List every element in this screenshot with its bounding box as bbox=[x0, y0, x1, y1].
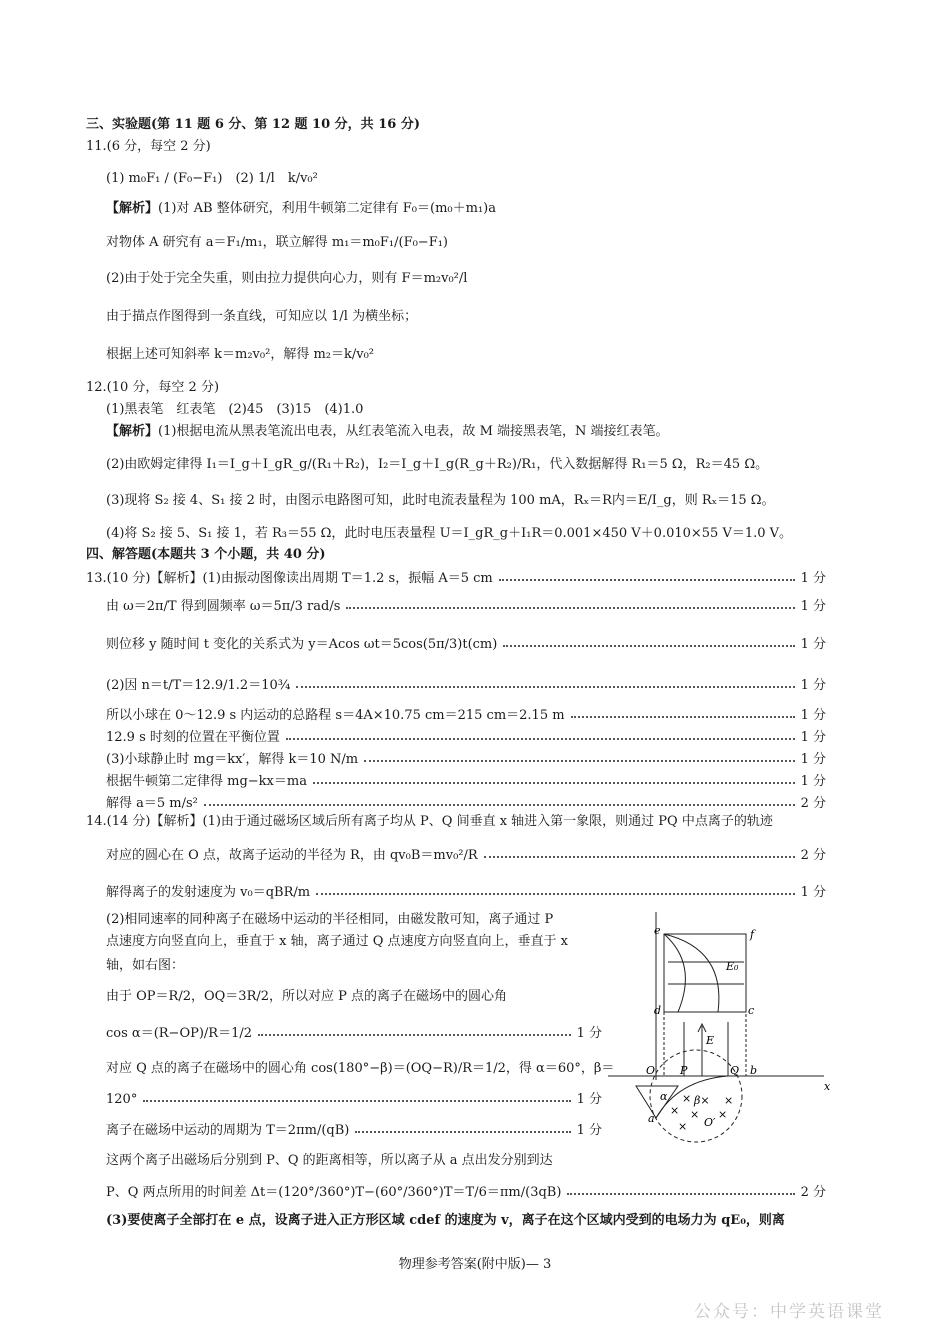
q14-text: 解得离子的发射速度为 v₀＝qBR/m bbox=[106, 885, 311, 900]
label-e: e bbox=[654, 924, 661, 937]
q13-line-7 bbox=[106, 747, 826, 767]
q13-text: (2)因 n＝t/T＝12.9/1.2＝10¾ bbox=[106, 678, 291, 693]
q13-line-9 bbox=[106, 791, 826, 811]
score: 2 分 bbox=[800, 1185, 826, 1200]
q13-line-3 bbox=[106, 632, 826, 652]
q14-text: P、Q 两点所用的时间差 Δt＝(120°/360°)T−(60°/360°)T＝T/6＝πm/(3qB) bbox=[106, 1185, 562, 1200]
field-cross: × bbox=[682, 1092, 692, 1105]
label-E0: E₀ bbox=[726, 960, 739, 973]
q13-line-5 bbox=[106, 703, 826, 723]
q11-header: 11.(6 分，每空 2 分) bbox=[86, 139, 211, 154]
field-cross: × bbox=[670, 1104, 680, 1117]
q14-line-13 bbox=[106, 1180, 826, 1200]
label-P: P bbox=[680, 1064, 688, 1077]
q14-line-11 bbox=[106, 1118, 602, 1138]
label-c: c bbox=[748, 1004, 755, 1017]
q11-analysis-1-text: (1)对 AB 整体研究，利用牛顿第二定律有 F₀＝(m₀＋m₁)a bbox=[158, 201, 496, 216]
score: 1 分 bbox=[800, 885, 826, 900]
trajectory bbox=[664, 934, 685, 1012]
q14-text: cos α＝(R−OP)/R＝1/2 bbox=[106, 1026, 253, 1041]
q11-answers: (1) m₀F₁ / (F₀−F₁) (2) 1/l k/v₀² bbox=[106, 171, 318, 186]
label-f: f bbox=[750, 928, 755, 941]
q13-text: 则位移 y 随时间 t 变化的关系式为 y＝Acos ωt＝5cos(5π/3)t(cm) bbox=[106, 637, 498, 652]
score: 1 分 bbox=[800, 752, 826, 767]
analysis-label: 【解析】 bbox=[106, 424, 159, 439]
q13-line-8 bbox=[106, 769, 826, 789]
q12-analysis-1-text: (1)根据电流从黑表笔流出电表，从红表笔流入电表，故 M 端接黑表笔，N 端接红表笔。 bbox=[158, 424, 669, 439]
score: 1 分 bbox=[800, 774, 826, 789]
score: 1 分 bbox=[800, 678, 826, 693]
q13-text: (3)小球静止时 mg＝kx′，解得 k＝10 N/m bbox=[106, 752, 359, 767]
field-cross: × bbox=[690, 1108, 700, 1121]
field-cross: × bbox=[724, 1094, 734, 1107]
page-footer: 物理参考答案(附中版)— 3 bbox=[398, 1257, 552, 1272]
q13-header: 13.(10 分)【解析】(1)由振动图像读出周期 T＝1.2 s，振幅 A＝5 cm bbox=[86, 571, 493, 586]
q14-text-14: (3)要使离子全部打在 e 点，设离子进入正方形区域 cdef 的速度为 v，离子在这个区域内受到的电场力为 qE₀，则离 bbox=[106, 1213, 785, 1228]
q13-text: 解得 a＝5 m/s² bbox=[106, 796, 198, 811]
score: 2 分 bbox=[800, 848, 826, 863]
q11-analysis-5: 根据上述可知斜率 k＝m₂v₀²，解得 m₂＝k/v₀² bbox=[106, 347, 375, 362]
q12-answers: (1)黑表笔 红表笔 (2)45 (3)15 (4)1.0 bbox=[106, 402, 364, 417]
q13-text: 由 ω＝2π/T 得到圆频率 ω＝5π/3 rad/s bbox=[106, 599, 341, 614]
q11-analysis-1 bbox=[106, 200, 496, 218]
q13-line-6 bbox=[106, 725, 826, 745]
q12-analysis-3: (3)现将 S₂ 接 4、S₁ 接 2 时，由图示电路图可知，此时电流表量程为 100 mA，Rₓ＝R内＝E/I_g，则 Rₓ＝15 Ω。 bbox=[106, 493, 775, 508]
q14-text-7: 由于 OP＝R/2，OQ＝3R/2，所以对应 P 点的离子在磁场中的圆心角 bbox=[106, 989, 508, 1004]
score: 1 分 bbox=[576, 1026, 602, 1041]
q11-analysis-3: (2)由于处于完全失重，则由拉力提供向心力，则有 F＝m₂v₀²/l bbox=[106, 271, 468, 286]
trajectory bbox=[664, 934, 719, 1012]
q13-text: 12.9 s 时刻的位置在平衡位置 bbox=[106, 730, 280, 745]
score: 1 分 bbox=[800, 599, 826, 614]
q14-text-9: 对应 Q 点的离子在磁场中的圆心角 cos(180°−β)＝(OQ−R)/R＝1/2，得 α＝60°，β＝ bbox=[106, 1061, 615, 1076]
q14-line-2 bbox=[106, 843, 826, 863]
q13-line-4 bbox=[106, 673, 826, 693]
q11-analysis-2: 对物体 A 研究有 a＝F₁/m₁，联立解得 m₁＝m₀F₁/(F₀−F₁) bbox=[106, 235, 449, 250]
field-region-cdef bbox=[664, 934, 746, 1012]
label-b: b bbox=[750, 1064, 758, 1077]
label-alpha: α bbox=[660, 1090, 668, 1103]
q14-text-4: (2)相同速率的同种离子在磁场中运动的半径相同，由磁发散可知，离子通过 P bbox=[106, 912, 554, 927]
score: 1 分 bbox=[800, 571, 826, 586]
label-a: a bbox=[648, 1112, 655, 1125]
magnetic-field-diagram bbox=[598, 904, 838, 1133]
q12-analysis-2: (2)由欧姆定律得 I₁＝I_g＋I_gR_g/(R₁＋R₂)，I₂＝I_g＋I_g(R_g＋R₂)/R₁，代入数据解得 R₁＝5 Ω，R₂＝45 Ω。 bbox=[106, 457, 769, 472]
q14-text: 离子在磁场中运动的周期为 T＝2πm/(qB) bbox=[106, 1123, 350, 1138]
section3-title: 三、实验题(第 11 题 6 分、第 12 题 10 分，共 16 分) bbox=[86, 117, 420, 132]
score: 1 分 bbox=[800, 730, 826, 745]
analysis-label: 【解析】 bbox=[106, 201, 159, 216]
q14-text-6: 轴，如右图： bbox=[106, 958, 185, 973]
label-E: E bbox=[706, 1034, 715, 1047]
q13-text: 所以小球在 0～12.9 s 内运动的总路程 s＝4A×10.75 cm＝215 cm＝2.15 m bbox=[106, 708, 565, 723]
q14-text-12: 这两个离子出磁场后分别到 P、Q 的距离相等，所以离子从 a 点出发分别到达 bbox=[106, 1153, 553, 1168]
score: 1 分 bbox=[800, 708, 826, 723]
score: 1 分 bbox=[576, 1092, 602, 1107]
q13-line-1 bbox=[86, 566, 826, 586]
q12-analysis-4: (4)将 S₂ 接 5、S₁ 接 1，若 R₃＝55 Ω，此时电压表量程 U＝I_gR_g＋I₁R＝0.001×450 V＋0.010×55 V＝1.0 V。 bbox=[106, 526, 793, 541]
q14-line-10 bbox=[106, 1087, 602, 1107]
q14-text: 对应的圆心在 O 点，故离子运动的半径为 R，由 qv₀B＝mv₀²/R bbox=[106, 848, 478, 863]
score: 1 分 bbox=[576, 1123, 602, 1138]
score: 2 分 bbox=[800, 796, 826, 811]
q12-analysis-1 bbox=[106, 423, 669, 441]
label-beta: β× bbox=[694, 1094, 710, 1107]
q14-line-8 bbox=[106, 1021, 602, 1041]
q13-line-2 bbox=[106, 594, 826, 614]
label-d: d bbox=[654, 1004, 662, 1017]
label-Q: Q bbox=[730, 1064, 740, 1077]
q13-text: 根据牛顿第二定律得 mg−kx＝ma bbox=[106, 774, 307, 789]
field-cross: × bbox=[718, 1108, 728, 1121]
score: 1 分 bbox=[800, 637, 826, 652]
q11-analysis-4: 由于描点作图得到一条直线，可知应以 1/l 为横坐标； bbox=[106, 309, 418, 324]
field-cross: × bbox=[678, 1120, 688, 1133]
watermark: 公众号：中学英语课堂 bbox=[694, 1302, 884, 1322]
q14-line-3 bbox=[106, 880, 826, 900]
q14-text-5: 点速度方向竖直向上，垂直于 x 轴，离子通过 Q 点速度方向竖直向上，垂直于 x bbox=[106, 934, 568, 949]
section4-title: 四、解答题(本题共 3 个小题，共 40 分) bbox=[86, 547, 326, 562]
label-x: x bbox=[824, 1080, 831, 1093]
label-O-prime: O′ bbox=[704, 1116, 716, 1129]
q14-header: 14.(14 分)【解析】(1)由于通过磁场区域后所有离子均从 P、Q 间垂直 x 轴进入第一象限，则通过 PQ 中点离子的轨迹 bbox=[86, 814, 773, 829]
q14-text: 120° bbox=[106, 1092, 138, 1107]
q12-header: 12.(10 分，每空 2 分) bbox=[86, 380, 220, 395]
label-O: O bbox=[646, 1064, 656, 1077]
